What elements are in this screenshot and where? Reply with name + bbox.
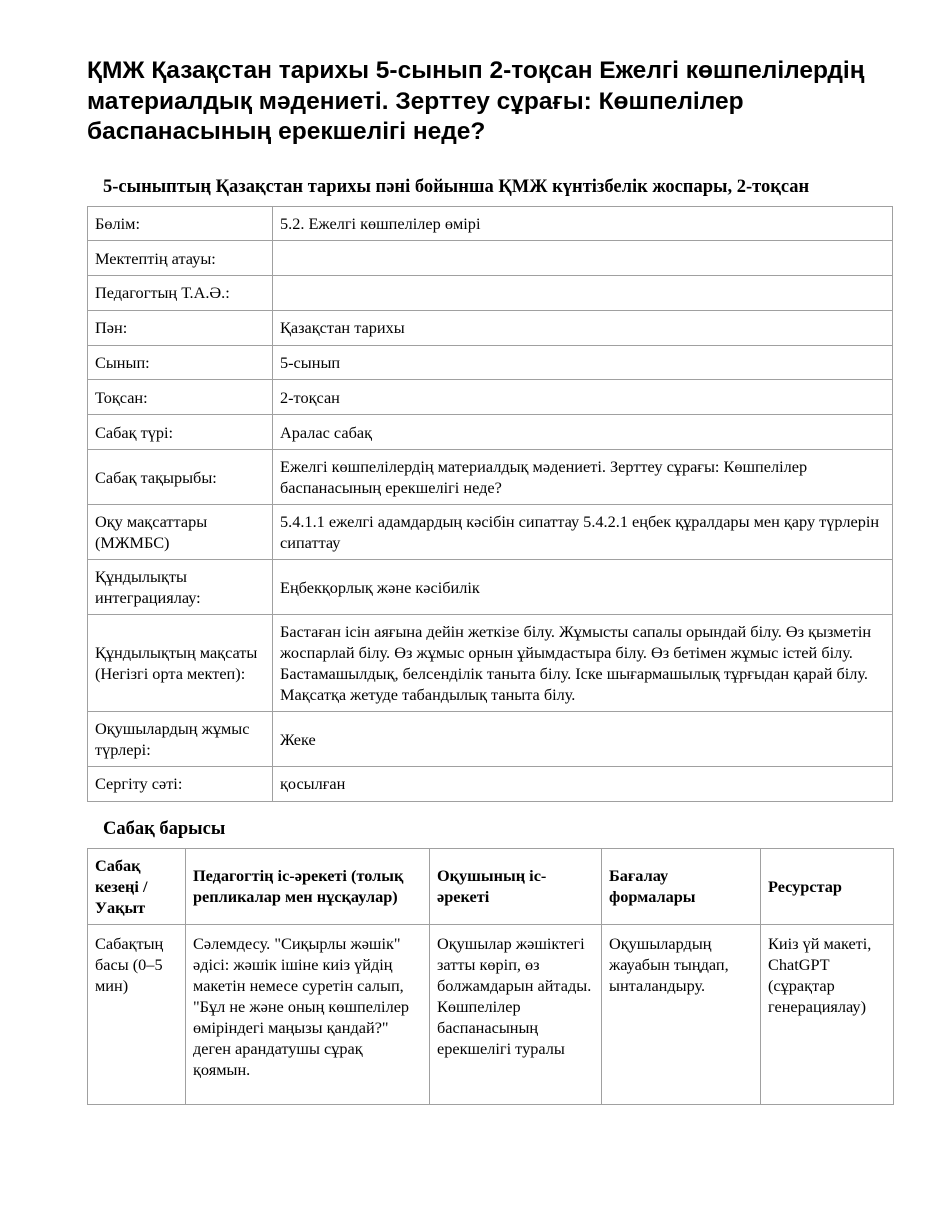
column-header-student-activity: Оқушының іс-әрекеті bbox=[430, 848, 602, 924]
table-row bbox=[88, 712, 893, 767]
info-label: Бөлім: bbox=[88, 206, 273, 241]
table-row bbox=[88, 767, 893, 802]
resources-cell bbox=[761, 924, 894, 1104]
info-value: Бастаған ісін аяғына дейін жеткізе білу. Жұмысты сапалы орындай білу. Өз қызметін жоспарлай білу. Өз жұмыс орнын ұйымдастыра білу. Өз бетімен жұмыс істей білу. Бастамашылдық, белсенділік таныта білу. Іске шығармашылық тұрғыдан қарай білу. Мақсатқа жетуде табандылық таныта білу. bbox=[273, 615, 893, 712]
column-header-teacher-activity: Педагогтің іс-әрекеті (толық репликалар мен нұсқаулар) bbox=[186, 848, 430, 924]
table-row bbox=[88, 310, 893, 345]
cell-text: Оқушылардың жауабын тыңдап, ынталандыру. bbox=[609, 933, 729, 995]
table-row bbox=[88, 380, 893, 415]
info-label: Құндылықты интеграциялау: bbox=[88, 560, 273, 615]
info-value: Қазақстан тарихы bbox=[273, 310, 893, 345]
cell-text: Сабақтың басы (0–5 мин) bbox=[95, 933, 164, 995]
info-value: Ежелгі көшпелілердің материалдық мәдениеті. Зерттеу сұрағы: Көшпелілер баспанасының ерекшелігі неде? bbox=[273, 450, 893, 505]
info-label: Тоқсан: bbox=[88, 380, 273, 415]
info-label: Сынып: bbox=[88, 345, 273, 380]
column-header-stage: Сабақ кезеңі / Уақыт bbox=[88, 848, 186, 924]
table-header-row bbox=[88, 848, 894, 924]
table-row bbox=[88, 615, 893, 712]
info-label: Сабақ тақырыбы: bbox=[88, 450, 273, 505]
info-value: Жеке bbox=[273, 712, 893, 767]
info-value: 5-сынып bbox=[273, 345, 893, 380]
table-row bbox=[88, 345, 893, 380]
info-label: Мектептің атауы: bbox=[88, 241, 273, 276]
table-row bbox=[88, 924, 894, 1104]
info-label: Сергіту сәті: bbox=[88, 767, 273, 802]
cell-text: Сәлемдесу. "Сиқырлы жәшік" әдісі: жәшік ішіне киіз үйдің макетін немесе суретін салып, "Бұл не және оның көшпелілер өміріндегі маңызы қандай?" деген арандатушы сұрақ қоямын. bbox=[193, 933, 410, 1079]
info-value: 2-тоқсан bbox=[273, 380, 893, 415]
info-value bbox=[273, 241, 893, 276]
info-label: Сабақ түрі: bbox=[88, 415, 273, 450]
info-value: қосылған bbox=[273, 767, 893, 802]
student-activity-cell bbox=[430, 924, 602, 1104]
table-row bbox=[88, 241, 893, 276]
info-value: Еңбекқорлық және кәсібилік bbox=[273, 560, 893, 615]
info-value: Аралас сабақ bbox=[273, 415, 893, 450]
info-label: Оқу мақсаттары (МЖМБС) bbox=[88, 505, 273, 560]
cell-text: Киіз үй макеті, ChatGPT (сұрақтар генерациялау) bbox=[768, 933, 872, 1016]
document-page bbox=[87, 56, 893, 1105]
table-row bbox=[88, 206, 893, 241]
lesson-info-table bbox=[87, 206, 893, 802]
plan-heading: 5-сыныптың Қазақстан тарихы пәні бойынша ҚМЖ күнтізбелік жоспары, 2-тоқсан bbox=[103, 176, 810, 197]
column-header-resources: Ресурстар bbox=[761, 848, 894, 924]
assessment-cell bbox=[602, 924, 761, 1104]
table-row bbox=[88, 505, 893, 560]
table-row bbox=[88, 415, 893, 450]
lesson-flow-table bbox=[87, 848, 894, 1105]
info-label: Педагогтың Т.А.Ә.: bbox=[88, 276, 273, 311]
column-header-assessment: Бағалау формалары bbox=[602, 848, 761, 924]
info-label: Оқушылардың жұмыс түрлері: bbox=[88, 712, 273, 767]
document-title: ҚМЖ Қазақстан тарихы 5-сынып 2-тоқсан Ежелгі көшпелілердің материалдық мәдениеті. Зерттеу сұрағы: Көшпелілер баспанасының ерекшелігі неде? bbox=[87, 57, 865, 145]
table-row bbox=[88, 560, 893, 615]
info-value: 5.2. Ежелгі көшпелілер өмірі bbox=[273, 206, 893, 241]
cell-text: Оқушылар жәшіктегі затты көріп, өз болжамдарын айтады. Көшпелілер баспанасының ерекшелігі туралы bbox=[437, 933, 592, 1058]
table-row bbox=[88, 276, 893, 311]
info-label: Пән: bbox=[88, 310, 273, 345]
info-value bbox=[273, 276, 893, 311]
stage-cell bbox=[88, 924, 186, 1104]
info-label: Құндылықтың мақсаты (Негізгі орта мектеп): bbox=[88, 615, 273, 712]
table-row bbox=[88, 450, 893, 505]
lesson-flow-heading: Сабақ барысы bbox=[103, 818, 226, 839]
teacher-activity-cell bbox=[186, 924, 430, 1104]
info-value: 5.4.1.1 ежелгі адамдардың кәсібін сипаттау 5.4.2.1 еңбек құралдары мен қару түрлерін сипаттау bbox=[273, 505, 893, 560]
